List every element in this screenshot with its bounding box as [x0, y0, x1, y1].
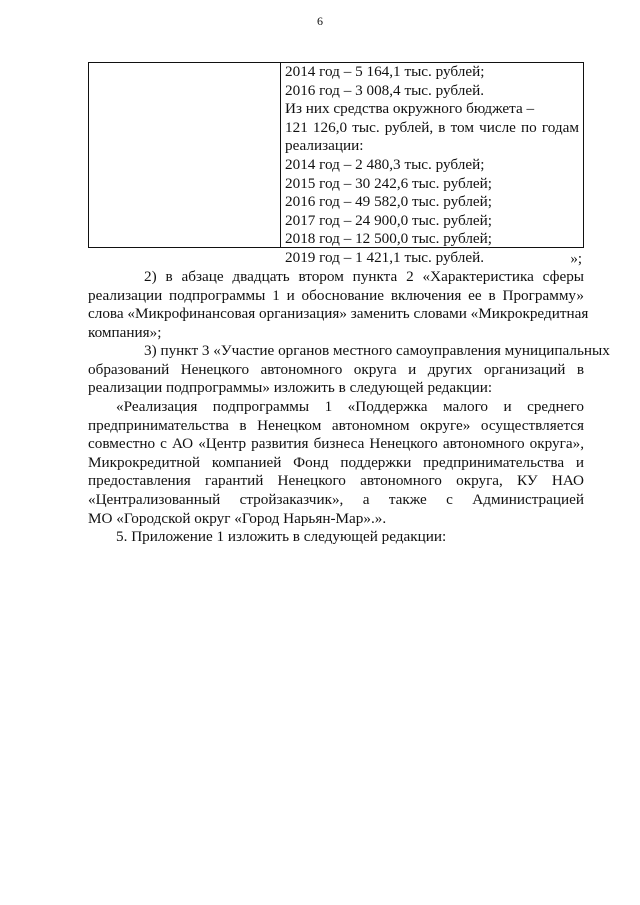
text-line: 5. Приложение 1 изложить в следующей редакции:: [116, 528, 447, 545]
text-line: Микрокредитной компанией Фонд поддержки предпринимательства и: [88, 453, 584, 471]
table-line: 2019 год – 1 421,1 тыс. рублей.: [285, 248, 485, 266]
closing-quote-mark: »;: [570, 251, 582, 267]
table-line: реализации:: [285, 137, 364, 155]
text-line: предпринимательства в Ненецком автономном округе» осуществляется: [88, 416, 584, 434]
text-line: совместно с АО «Центр развития бизнеса Ненецкого автономного округа»,: [88, 435, 584, 453]
text-line: слова «Микрофинансовая организация» заменить словами «Микрокредитная: [88, 305, 589, 323]
table-line: 121 126,0 тыс. рублей, в том числе по годам: [285, 118, 579, 136]
table-line: 2016 год – 49 582,0 тыс. рублей;: [285, 193, 493, 211]
text-line: предоставления гарантий Ненецкого автономного округа, КУ НАО: [88, 472, 584, 490]
table-left-cell: [89, 63, 281, 247]
quoted-paragraph: [88, 398, 584, 528]
page-number: 6: [317, 14, 323, 28]
paragraph-5: [88, 528, 584, 547]
text-line: «Централизованный стройзаказчик», а также с Администрацией: [88, 490, 584, 508]
text-line: «Реализация подпрограммы 1 «Поддержка малого и среднего: [116, 398, 584, 415]
text-line: образований Ненецкого автономного округа и других организаций в: [88, 360, 584, 378]
table-line: 2015 год – 30 242,6 тыс. рублей;: [285, 174, 493, 192]
text-line: 3) пункт 3 «Участие органов местного самоуправления муниципальных: [144, 342, 610, 359]
table-line: 2014 год – 5 164,1 тыс. рублей;: [285, 63, 485, 80]
table-line: 2014 год – 2 480,3 тыс. рублей;: [285, 155, 485, 173]
paragraph-2: [88, 268, 589, 342]
text-line: 2) в абзаце двадцать втором пункта 2 «Характеристика сферы: [144, 268, 584, 285]
table-line: 2018 год – 12 500,0 тыс. рублей;: [285, 230, 493, 248]
text-line: реализации подпрограммы» изложить в следующей редакции:: [88, 379, 493, 397]
table-line: 2016 год – 3 008,4 тыс. рублей.: [285, 81, 485, 99]
budget-table: [88, 62, 584, 266]
text-line: реализации подпрограммы 1 и обоснование включения ее в Программу»: [88, 286, 584, 304]
table-line: Из них средства окружного бюджета –: [285, 100, 535, 118]
text-line: компания»;: [88, 323, 162, 341]
text-line: МО «Городской округ «Город Нарьян-Мар».».: [88, 509, 387, 527]
table-line: 2017 год – 24 900,0 тыс. рублей;: [285, 211, 493, 229]
table-right-cell: [281, 63, 583, 266]
paragraph-3: [88, 342, 610, 398]
